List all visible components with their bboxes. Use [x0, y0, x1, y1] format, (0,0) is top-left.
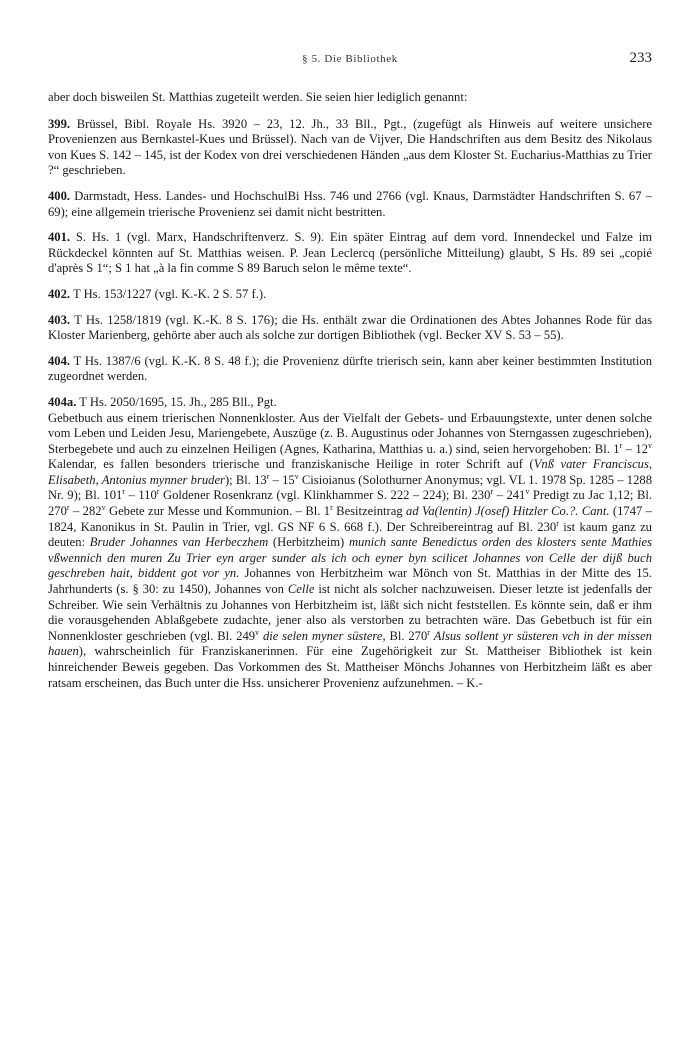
text-run: Johannes von Herbitzheim war Mönch von St. Matthias in der Mitte des 15. Jahrhunderts (s. § 30: zu 1450), Johannes von: [48, 566, 652, 597]
folio-sup: r: [427, 627, 430, 637]
italic-quote: Vnß vater Franciscus, Elisabeth, Antonius mynner bruder: [48, 457, 652, 487]
text-run: Cisioianus (Solothurner Anonymus; vgl. VL 1. 1978 Sp. 1285 – 1288 Nr. 9); Bl. 101: [48, 472, 652, 503]
text-run: (1747 – 1824, Kanonikus in St. Paulin in Trier, vgl. GS NF 6 S. 668 f.). Der Schreibereintrag auf Bl. 230: [48, 504, 652, 534]
folio-sup: v: [101, 503, 106, 513]
page-number: 233: [629, 50, 652, 66]
entry-400: [48, 189, 652, 220]
entry-lead-line: [48, 395, 652, 411]
entry-text: Brüssel, Bibl. Royale Hs. 3920 – 23, 12. Jh., 33 Bll., Pgt., (zugefügt als Hinweis auf weitere unsichere Provenienzen aus Bernkastel-Kues und Brüssel). Nach van de Vijver, Die Handschriften aus dem Besitz des Nikolaus von Kues S. 142 – 145, ist der Kodex von drei verschiedenen Händen „aus dem Kloster St. Eucharius-Matthias zu Trier ?“ geschrieben.: [48, 116, 652, 178]
folio-sup: r: [330, 503, 333, 513]
folio-sup: v: [525, 487, 530, 497]
italic-quote: ad Va(lentin) J(osef) Hitzler Co.?. Cant.: [406, 504, 610, 519]
entry-401: [48, 230, 652, 277]
text-run: ), wahrscheinlich für Franziskanerinnen. Für eine Zugehörigkeit zur St. Mattheiser Bibliothek ist kein hinreichender Beweis gegeben. Das Vorkommen des St. Mattheiser Mönchs Johannes von Herbitzheim läßt es aber ratsam erscheinen, das Buch unter die Hss. unsicherer Provenienz aufzunehmen. – K.-: [48, 644, 652, 690]
folio-sup: v: [294, 471, 299, 481]
folio-sup: r: [490, 487, 494, 497]
text-run: – 241: [493, 488, 526, 503]
italic-quote: Alsus sollent yr süsteren vch in der missen hauen: [48, 628, 652, 659]
text-run: Gebete zur Messe und Kommunion. – Bl. 1: [105, 504, 331, 519]
entry-text: Darmstadt, Hess. Landes- und HochschulBi Hss. 746 und 2766 (vgl. Knaus, Darmstädter Handschriften S. 67 – 69); eine allgemein trierische Provenienz sei damit nicht bestritten.: [48, 188, 652, 219]
text-run: Gebetbuch aus einem trierischen Nonnenkloster. Aus der Vielfalt der Gebets- und Erbauungstexte, unter denen solche vom Leben und Leiden Jesu, Mariengebete, Auszüge (z. B. Augustinus oder Johannes von Sterngassen zugeschrieben), Sterbegebete und auch zu einzelnen Heiligen (Agnes, Katharina, Matthias u. a.) sind, seien hervorgehoben: Bl. 1: [48, 410, 652, 456]
text-run: Besitzeintrag: [332, 504, 407, 519]
folio-sup: r: [122, 487, 125, 497]
entry-number: 403.: [48, 312, 71, 327]
text-run: – 282: [69, 504, 102, 519]
entry-text: T Hs. 1387/6 (vgl. K.-K. 8 S. 48 f.); die Provenienz dürfte trierisch sein, kann aber keiner bestimmten Institution zugeordnet werden.: [48, 353, 653, 384]
folio-sup: v: [648, 440, 652, 450]
text-run: ); Bl. 13: [224, 472, 267, 487]
text-run: Bl. 270: [385, 628, 428, 643]
text-run: – 15: [269, 472, 295, 487]
italic-quote: munich sante Benedictus orden des klosters sente Mathies vßwennich den muren Zu Trier eyn arger sunder als ich och eyner byn scilicet Johannes von Celle der dijß buch geschreben hait, biddent got vor yn.: [48, 535, 652, 581]
folio-sup: r: [156, 487, 160, 497]
folio-sup: v: [255, 627, 260, 637]
entry-number: 399.: [48, 116, 71, 131]
running-head: [48, 50, 652, 72]
entry-404: [48, 354, 652, 385]
italic-quote: Celle: [287, 582, 315, 597]
folio-sup: r: [266, 471, 270, 481]
text-run: Goldener Rosenkranz (vgl. Klinkhammer S. 222 – 224); Bl. 230: [159, 488, 491, 503]
entry-number: 401.: [48, 230, 71, 245]
entry-text: S. Hs. 1 (vgl. Marx, Handschriftenverz. S. 9). Ein später Eintrag auf dem vord. Innendeckel und Falze im Rückdeckel könnten auf St. Matthias weisen. P. Jean Leclercq (persönliche Mitteilung) glaubt, S Hs. 89 sei „copié d'après S 1“; S 1 hat „à la fin comme S 89 Baruch selon le même texte“.: [48, 230, 653, 276]
text-run: Predigt zu Jac 1,12; Bl. 270: [48, 488, 652, 519]
entry-text: T Hs. 153/1227 (vgl. K.-K. 2 S. 57 f.).: [72, 286, 267, 301]
intro-paragraph: aber doch bisweilen St. Matthias zugeteilt werden. Sie seien hier lediglich genannt:: [48, 90, 468, 104]
text-run: Kalendar, es fallen besonders trierische und franziskanische Heilige in roter Schrift auf (: [48, 457, 534, 472]
folio-sup: r: [619, 440, 623, 450]
entry-number: 400.: [48, 188, 71, 203]
text-run: – 12: [622, 441, 648, 456]
folio-sup: r: [556, 518, 559, 528]
text-run: – 110: [124, 488, 157, 503]
entry-number: 404.: [48, 353, 71, 368]
entry-403: [48, 313, 652, 344]
italic-quote: die selen myner süstere,: [262, 628, 386, 643]
entry-number: 402.: [48, 286, 71, 301]
entry-lead-text: T Hs. 2050/1695, 15. Jh., 285 Bll., Pgt.: [79, 394, 277, 409]
running-title: § 5. Die Bibliothek: [302, 53, 398, 65]
body-text: [48, 90, 652, 701]
folio-sup: r: [66, 503, 70, 513]
entry-404a: [48, 395, 652, 691]
italic-quote: Bruder Johannes van Herbeczhem: [89, 535, 269, 550]
text-run: ist nicht als solcher nachzuweisen. Dieser letzte ist jedenfalls der Schreiber. Wie sein Verhältnis zu Johannes von Herbitzheim ist, läßt sich nicht feststellen. Es könnte sein, daß er ihm die vorausgehenden Ablaßgebete zudachte, jener also als verstorben zu betrachten wäre. Das Gebetbuch ist für ein Nonnenkloster geschrieben (vgl. Bl. 249: [48, 582, 652, 643]
entry-text: T Hs. 1258/1819 (vgl. K.-K. 8 S. 176); die Hs. enthält zwar die Ordinationen des Abtes Johannes Rode für das Kloster Marienberg, gehörte aber auch als solche zur dortigen Bibliothek (vgl. Becker XV S. 53 – 55).: [48, 312, 652, 343]
text-run: (Herbitzheim): [268, 535, 349, 550]
entry-399: [48, 117, 652, 179]
entry-number: 404a.: [48, 394, 77, 409]
entry-402: [48, 287, 652, 303]
text-run: ist kaum ganz zu deuten:: [48, 519, 652, 550]
